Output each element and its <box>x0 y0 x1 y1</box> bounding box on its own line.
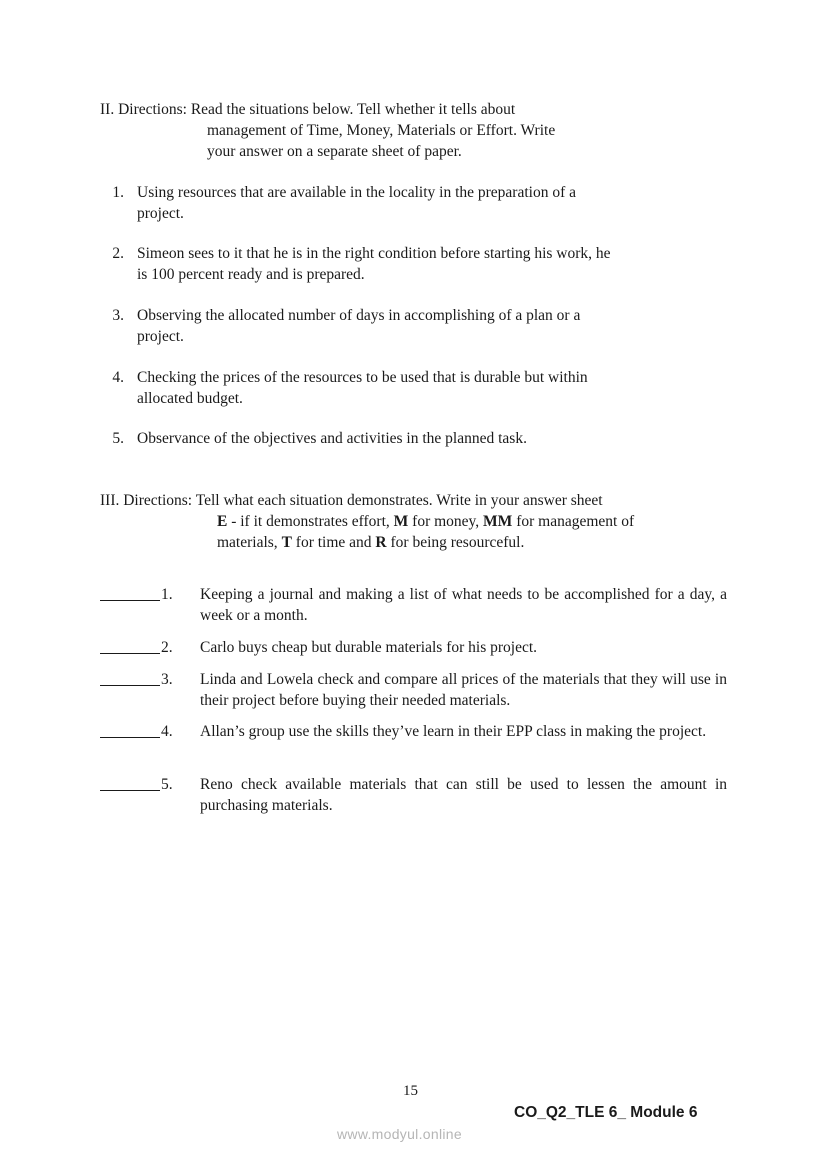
answer-blank[interactable] <box>100 671 160 686</box>
item-text-line: allocated budget. <box>137 390 243 407</box>
item-number: 5. <box>112 430 124 447</box>
section2-heading-line1: II. Directions: Read the situations below. Tell whether it tells about <box>100 101 516 118</box>
item-number: 3. <box>112 307 124 324</box>
key-resourceful: R <box>375 534 387 551</box>
key-desc: for money, <box>408 513 484 530</box>
answer-blank[interactable] <box>100 723 160 738</box>
item-text: Linda and Lowela check and compare all prices of the materials that they will use in their project before buying their needed materials. <box>200 671 727 709</box>
item-text-line: Observing the allocated number of days in accomplishing of a plan or a <box>137 307 581 324</box>
module-label: CO_Q2_TLE 6_ Module 6 <box>514 1104 698 1121</box>
section2-heading-line2: management of Time, Money, Materials or Effort. Write <box>207 122 556 139</box>
page-number: 15 <box>403 1083 418 1099</box>
item-text: Reno check available materials that can still be used to lessen the amount in purchasing materials. <box>200 776 727 814</box>
key-desc: - if it demonstrates effort, <box>227 513 394 530</box>
item-text-line: Using resources that are available in the locality in the preparation of a <box>137 184 576 201</box>
key-effort: E <box>217 513 228 530</box>
item-number: 2. <box>161 639 173 656</box>
watermark: www.modyul.online <box>337 1126 462 1142</box>
item-text: Carlo buys cheap but durable materials for his project. <box>200 639 538 656</box>
key-desc: for time and <box>291 534 376 551</box>
item-number: 1. <box>112 184 124 201</box>
section2-heading-line3: your answer on a separate sheet of paper. <box>207 143 462 160</box>
section3-heading-line1: III. Directions: Tell what each situation demonstrates. Write in your answer sheet <box>100 492 603 509</box>
answer-blank[interactable] <box>100 776 160 791</box>
item-number: 3. <box>161 671 173 688</box>
key-time: T <box>281 534 292 551</box>
item-text-line: Simeon sees to it that he is in the right condition before starting his work, he <box>137 245 611 262</box>
item-text: Keeping a journal and making a list of what needs to be accomplished for a day, a week or a month. <box>200 586 727 624</box>
item-text-line: project. <box>137 205 184 222</box>
item-number: 1. <box>161 586 173 603</box>
item-text-line: Checking the prices of the resources to be used that is durable but within <box>137 369 588 386</box>
section3-heading-line3 <box>217 532 524 553</box>
section3-heading-line2 <box>217 511 634 532</box>
item-text: Allan’s group use the skills they’ve learn in their EPP class in making the project. <box>200 723 707 740</box>
answer-blank[interactable] <box>100 639 160 654</box>
key-materials: MM <box>483 513 513 530</box>
item-text-line: project. <box>137 328 184 345</box>
key-desc: for being resourceful. <box>386 534 525 551</box>
key-desc: materials, <box>217 534 282 551</box>
item-text-line: Observance of the objectives and activities in the planned task. <box>137 430 527 447</box>
answer-blank[interactable] <box>100 586 160 601</box>
item-number: 4. <box>161 723 173 740</box>
item-number: 4. <box>112 369 124 386</box>
item-number: 2. <box>112 245 124 262</box>
item-number: 5. <box>161 776 173 793</box>
item-text-line: is 100 percent ready and is prepared. <box>137 266 365 283</box>
key-desc: for management of <box>512 513 635 530</box>
key-money: M <box>393 513 409 530</box>
